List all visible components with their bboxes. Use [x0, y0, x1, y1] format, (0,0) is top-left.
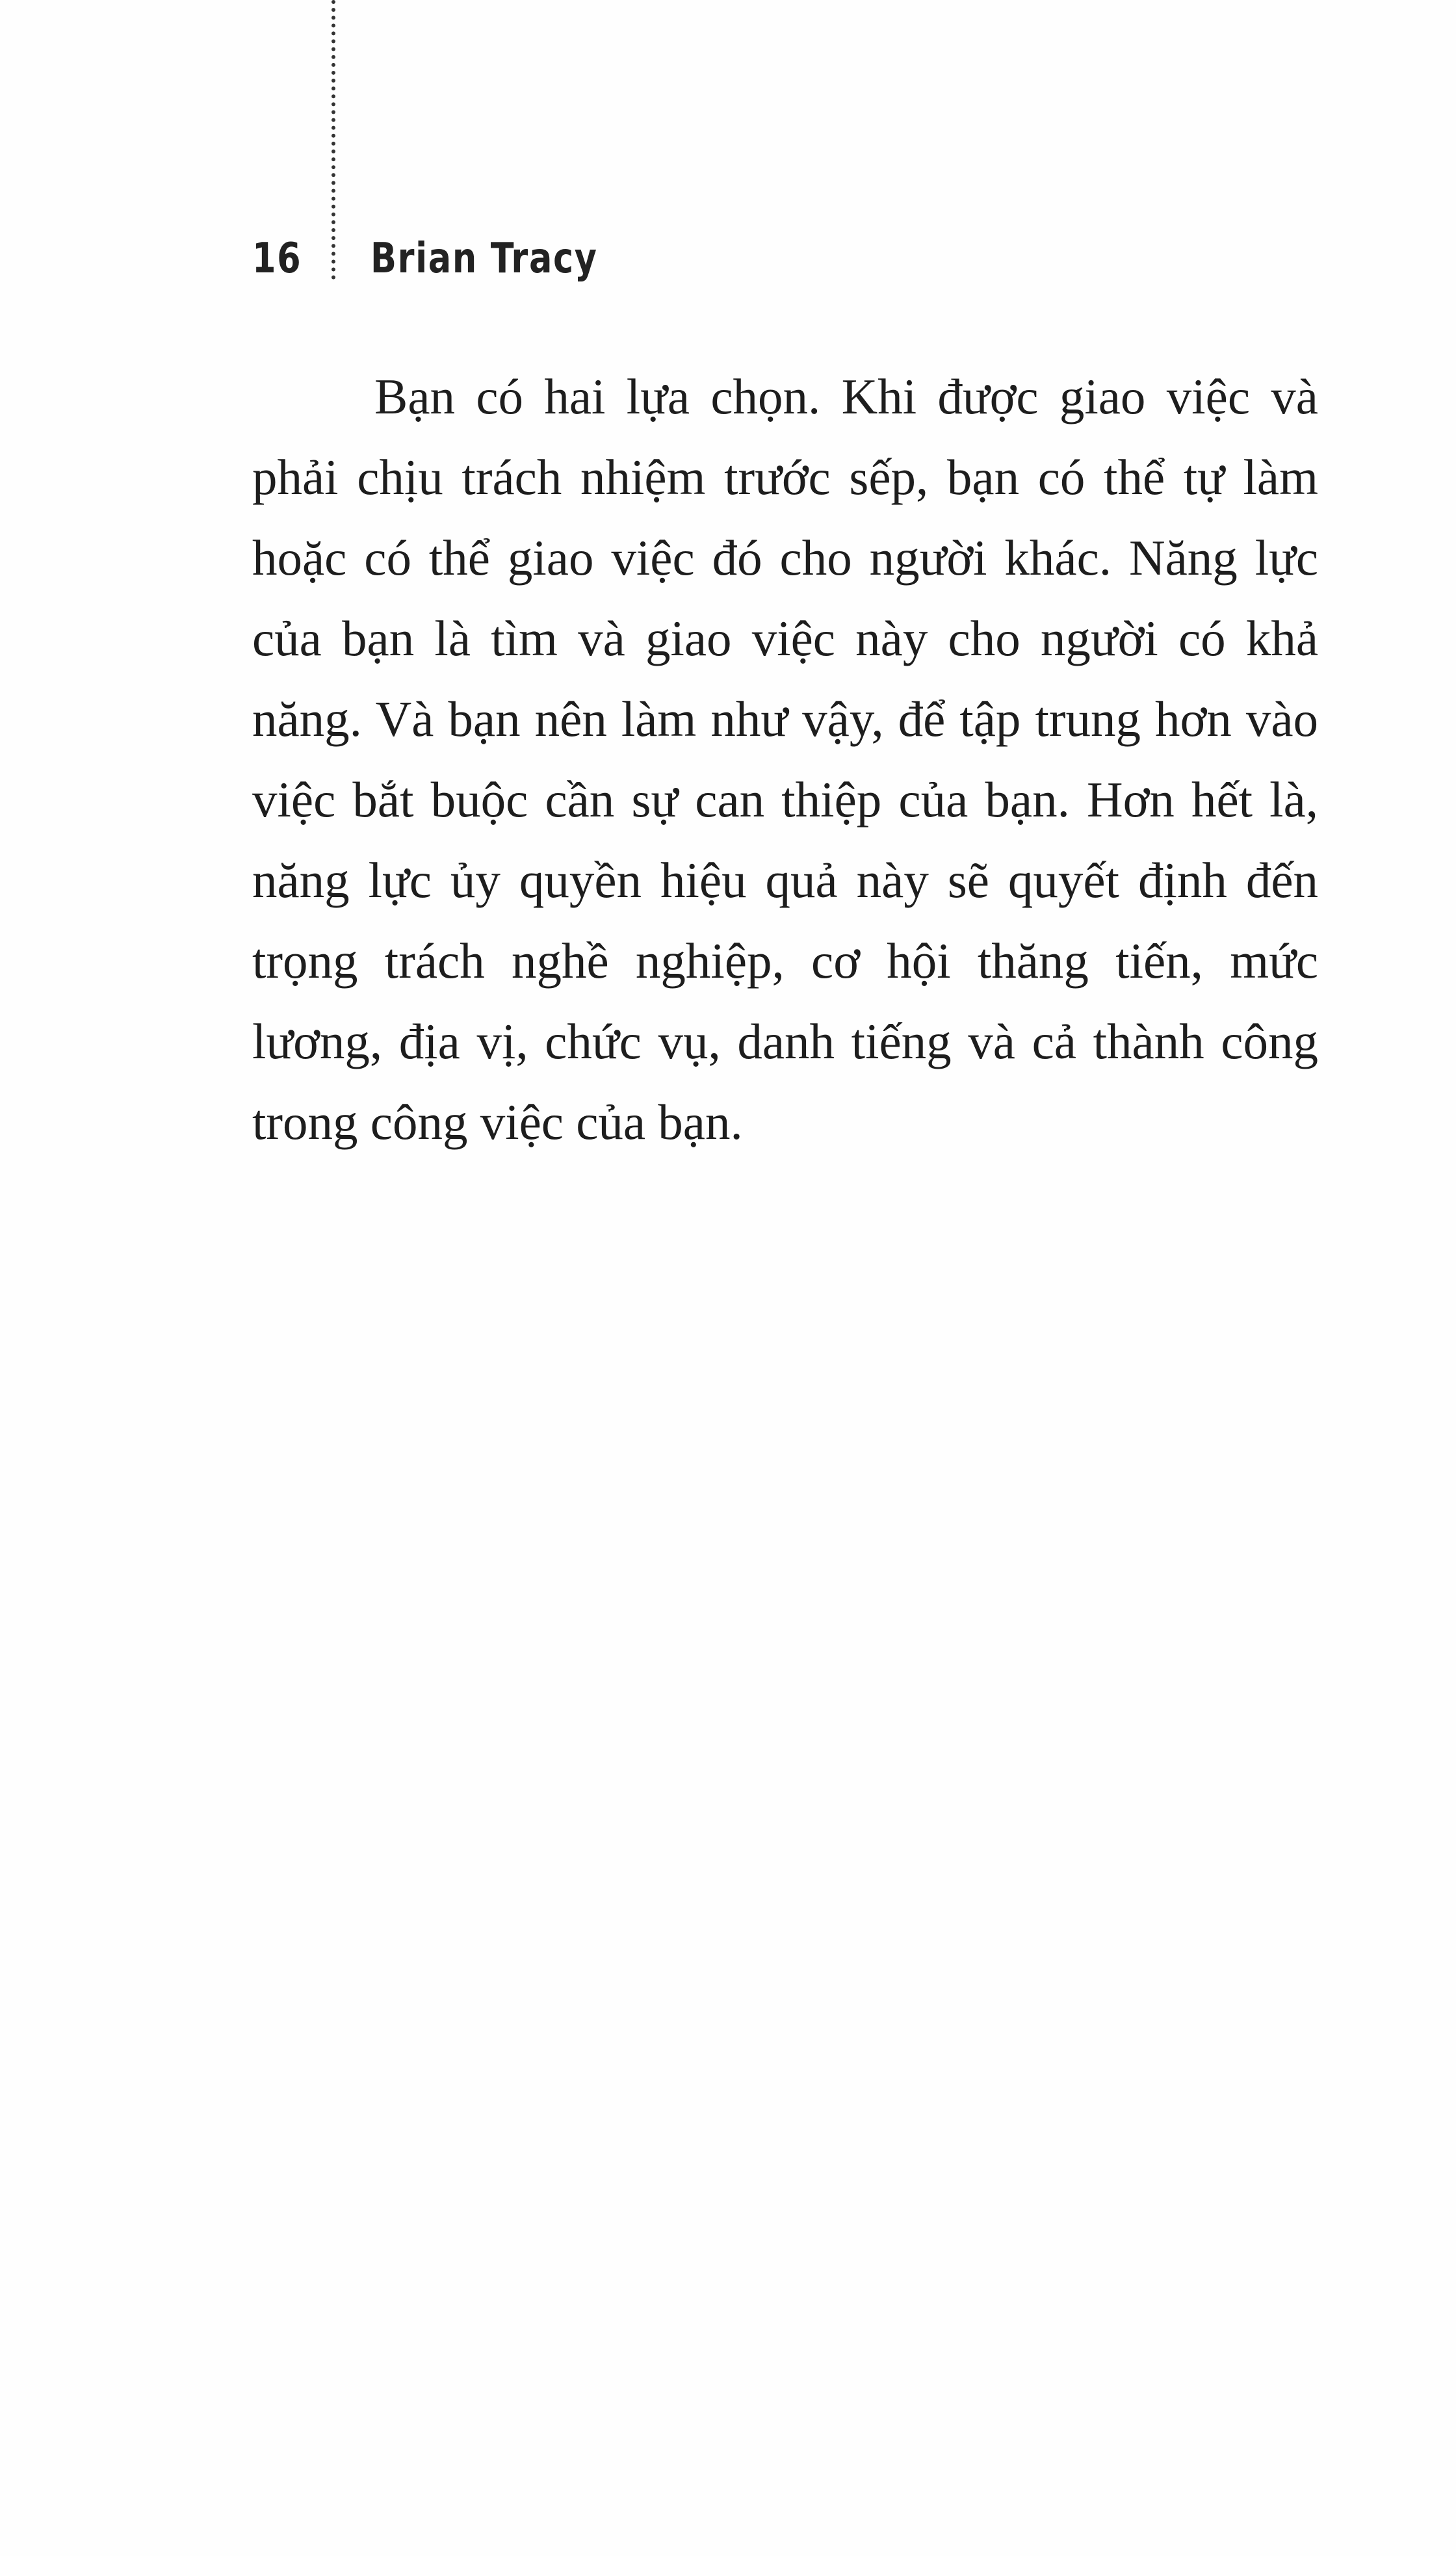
page-number: 16: [252, 235, 302, 283]
running-header: [252, 220, 647, 298]
header-author: Brian Tracy: [370, 235, 598, 283]
body-paragraph: Bạn có hai lựa chọn. Khi được giao việc và phải chịu trách nhiệm trước sếp, bạn có thể tự làm hoặc có thể giao việc đó cho người khác. Năng lực của bạn là tìm và giao việc này cho người có khả năng. Và bạn nên làm như vậy, để tập trung hơn vào việc bắt buộc cần sự can thiệp của bạn. Hơn hết là, năng lực ủy quyền hiệu quả này sẽ quyết định đến trọng trách nghề nghiệp, cơ hội thăng tiến, mức lương, địa vị, chức vụ, danh tiếng và cả thành công trong công việc của bạn.: [252, 369, 1318, 1150]
